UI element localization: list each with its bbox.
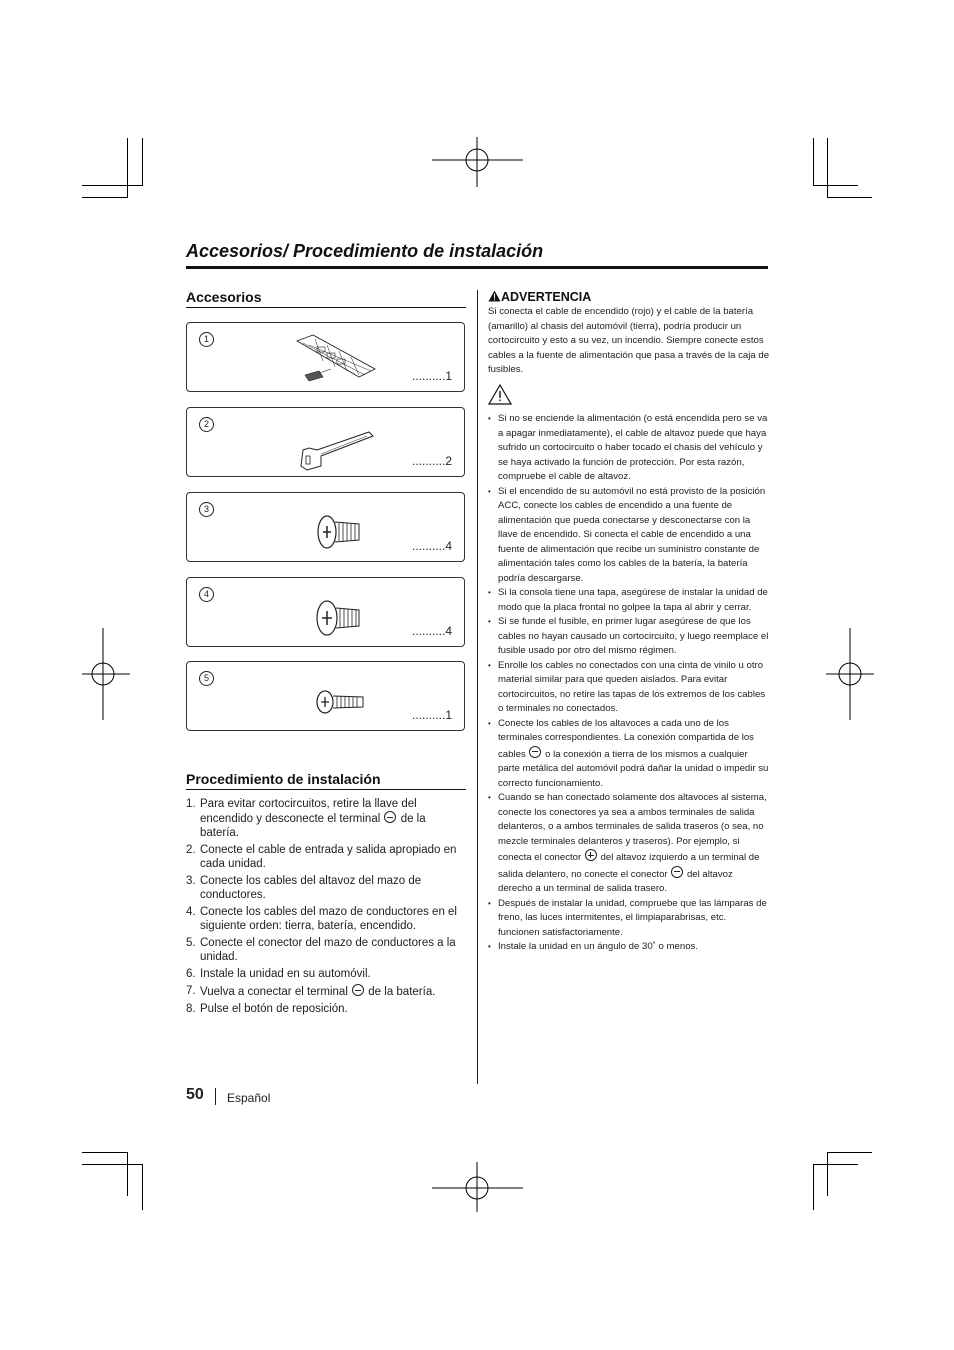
step-number: 8.: [186, 1003, 196, 1015]
step-number: 6.: [186, 968, 196, 980]
step-text: Conecte el cable de entrada y salida apropiado en cada unidad.: [200, 844, 457, 870]
footer-divider: [215, 1088, 216, 1105]
procedure-step: [186, 905, 466, 933]
caution-item: • Si se funde el fusible, en primer lugar asegúrese de que los cables no hayan causado un cortocircuito, y luego reemplace el fusible usado por otro del mismo régimen.: [488, 615, 770, 659]
step-text: Instale la unidad en su automóvil.: [200, 968, 371, 980]
step-text: Conecte los cables del altavoz del mazo de conductores.: [200, 875, 422, 901]
accessory-item-1: [186, 322, 465, 392]
accessory-item-5: [186, 661, 465, 731]
caution-text-end: del altavoz derecho a un terminal de salida trasero.: [498, 868, 733, 894]
accessory-item-2: [186, 407, 465, 477]
caution-item: [488, 717, 770, 792]
step-text-cont: de la batería.: [200, 813, 426, 839]
procedure-step: [186, 936, 466, 964]
long-screw-icon: [315, 688, 367, 716]
step-number: 4.: [186, 906, 196, 918]
registration-mark-left: [82, 628, 130, 720]
wiring-harness-icon: [295, 331, 379, 387]
minus-terminal-icon: [671, 866, 683, 878]
accessory-quantity: ..........1: [411, 708, 452, 722]
flat-head-screw-icon: [315, 513, 363, 553]
accessory-number: 4: [199, 587, 214, 602]
procedure-step: [186, 874, 466, 902]
accessory-number: 1: [199, 332, 214, 347]
footer-language: Español: [227, 1091, 271, 1105]
minus-terminal-icon: [352, 984, 364, 996]
accessory-quantity: ..........4: [411, 539, 452, 553]
accessory-quantity: ..........2: [411, 454, 452, 468]
step-number: 3.: [186, 875, 196, 887]
step-text: Para evitar cortocircuitos, retire la llave del encendido y desconecte el terminal: [200, 798, 417, 825]
caution-icon: [488, 384, 512, 405]
minus-terminal-icon: [384, 811, 396, 823]
step-number: 7.: [186, 985, 196, 997]
warnings-column: [488, 289, 770, 955]
warning-title: ADVERTENCIA: [501, 290, 592, 304]
step-number: 5.: [186, 937, 196, 949]
caution-item: • Si el encendido de su automóvil no está provisto de la posición ACC, conecte los cables de encendido a una fuente de alimentación que pueda conectarse y desconectarse con la llave de encendido. Si conecta el cable de encendido a una fuente de alimentación que recibe un suministro constante de alimentación tales como los cables de la batería, la batería podría descargarse.: [488, 485, 770, 587]
accessory-quantity: ..........1: [411, 369, 452, 383]
procedure-step: [186, 984, 466, 999]
caution-item: [488, 791, 770, 897]
page-title: Accesorios/ Procedimiento de instalación: [186, 238, 768, 269]
caution-item: • Instale la unidad en un ángulo de 30˚ o menos.: [488, 940, 770, 955]
warning-heading: [488, 289, 770, 305]
procedure-step: [186, 1002, 466, 1016]
registration-mark-right: [826, 628, 874, 720]
step-text-cont: de la batería.: [368, 986, 436, 998]
procedure-step: [186, 967, 466, 981]
accessory-item-4: [186, 577, 465, 647]
caution-text: Cuando se han conectado solamente dos altavoces al sistema, conecte los conectores ya sea a ambos terminales de salida delanteros, o a ambos terminales de salida traseros (o sea, no mezcle terminales delanteros y traseros). Por ejemplo, si conecta el conector: [498, 792, 767, 863]
procedure-step: [186, 797, 466, 840]
step-text: Conecte los cables del mazo de conductores en el siguiente orden: tierra, batería, encendido.: [200, 906, 457, 932]
caution-text-cont: del altavoz izquierdo a un terminal de salida delantero, no conecte el conector: [498, 852, 760, 880]
caution-text-cont: o la conexión a tierra de los mismos a cualquier parte metálica del automóvil podrá dañar la unidad o impedir su correcto funcionamiento.: [498, 748, 769, 789]
warning-text: Si conecta el cable de encendido (rojo) y el cable de la batería (amarillo) al chasis del automóvil (tierra), podría producir un cortocircuito y esto a su vez, un incendio. Siempre conecte estos cables a la fuente de alimentación que pasa a través de la caja de fusibles.: [488, 306, 770, 375]
page-number: 50: [186, 1086, 204, 1103]
caution-item: • Después de instalar la unidad, compruebe que las lámparas de freno, las luces intermitentes, el limpiaparabrisas, etc. funcionen satisfactoriamente.: [488, 897, 770, 941]
step-text: Vuelva a conectar el terminal: [200, 986, 348, 998]
accessory-number: 3: [199, 502, 214, 517]
accessory-number: 5: [199, 671, 214, 686]
caution-list: [488, 412, 770, 955]
caution-item: • Si no se enciende la alimentación (o está encendida pero se va a apagar inmediatamente), el cable de altavoz puede que haya sufrido un cortocircuito o haber tocado el chasis del vehículo y se haya activado la función de protección. Por esta razón, compruebe el cable de altavoz.: [488, 412, 770, 485]
column-divider: [477, 290, 478, 1084]
step-text: Pulse el botón de reposición.: [200, 1003, 348, 1015]
step-number: 2.: [186, 844, 196, 856]
procedure-step: [186, 843, 466, 871]
pan-head-screw-icon: [315, 598, 363, 638]
caution-text: Conecte los cables de los altavoces a cada uno de los terminales correspondientes. La conexión compartida de los cables: [498, 717, 754, 760]
warning-icon: [488, 290, 501, 302]
procedure-heading: Procedimiento de instalación: [186, 769, 466, 790]
accessory-item-3: [186, 492, 465, 562]
accessory-number: 2: [199, 417, 214, 432]
removal-tool-icon: [297, 426, 377, 472]
procedure-steps: [186, 797, 466, 1019]
step-number: 1.: [186, 798, 196, 810]
accessory-quantity: ..........4: [411, 624, 452, 638]
caution-item: • Enrolle los cables no conectados con una cinta de vinilo u otro material similar para que queden aislados. Para evitar cortocircuitos, no retire las tapas de los extremos de los cables o terminales no conectados.: [488, 659, 770, 717]
minus-terminal-icon: [529, 746, 541, 758]
registration-mark-top: [432, 137, 523, 187]
registration-mark-bottom: [432, 1162, 523, 1212]
accessories-heading: Accesorios: [186, 287, 466, 308]
caution-item: • Si la consola tiene una tapa, asegúrese de instalar la unidad de modo que la placa frontal no golpee la tapa al abrir y cerrar.: [488, 586, 770, 615]
step-text: Conecte el conector del mazo de conductores a la unidad.: [200, 937, 456, 963]
plus-terminal-icon: [585, 849, 597, 861]
